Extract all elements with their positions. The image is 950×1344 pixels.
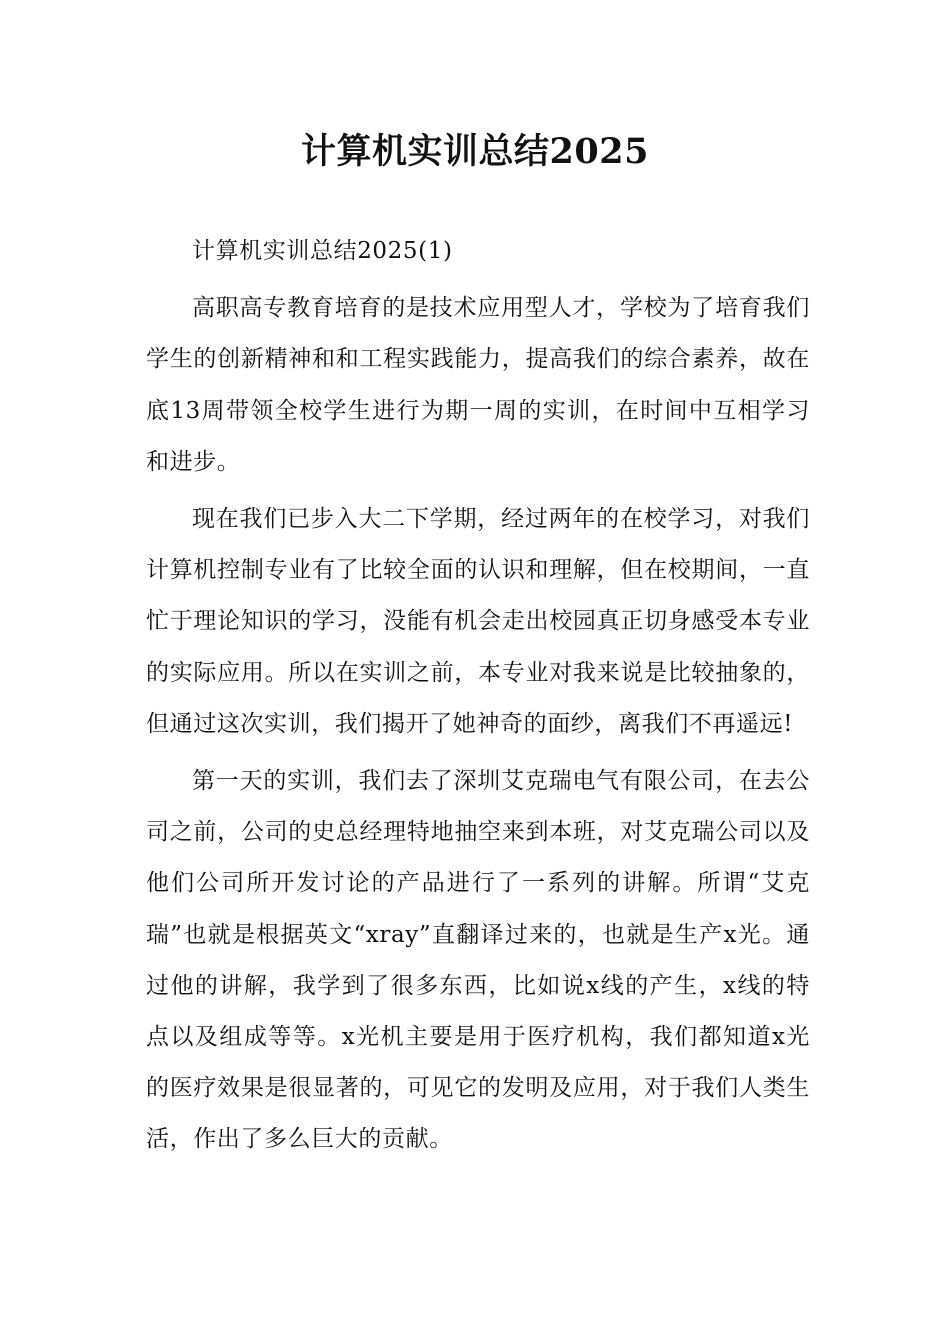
document-body (146, 226, 810, 1166)
section-heading: 计算机实训总结2025(1) (192, 238, 453, 264)
paragraph-3: 第一天的实训，我们去了深圳艾克瑞电气有限公司，在去公司之前，公司的史总经理特地抽空来到本班，对艾克瑞公司以及他们公司所开发讨论的产品进行了一系列的讲解。所谓“艾克瑞”也就是根据英文“xray”直翻译过来的，也就是生产x光。通过他的讲解，我学到了很多东西，比如说x线的产生，x线的特点以及组成等等。x光机主要是用于医疗机构，我们都知道x光的医疗效果是很显著的，可见它的发明及应用，对于我们人类生活，作出了多么巨大的贡献。 (146, 768, 810, 1153)
paragraph-2: 现在我们已步入大二下学期，经过两年的在校学习，对我们计算机控制专业有了比较全面的认识和理解，但在校期间，一直忙于理论知识的学习，没能有机会走出校园真正切身感受本专业的实际应用。所以在实训之前，本专业对我来说是比较抽象的，但通过这次实训，我们揭开了她神奇的面纱，离我们不再遥远! (146, 506, 810, 737)
paragraph-1: 高职高专教育培育的是技术应用型人才，学校为了培育我们学生的创新精神和和工程实践能力，提高我们的综合素养，故在底13周带领全校学生进行为期一周的实训，在时间中互相学习和进步。 (146, 295, 810, 475)
document-title: 计算机实训总结2025 (301, 131, 649, 172)
